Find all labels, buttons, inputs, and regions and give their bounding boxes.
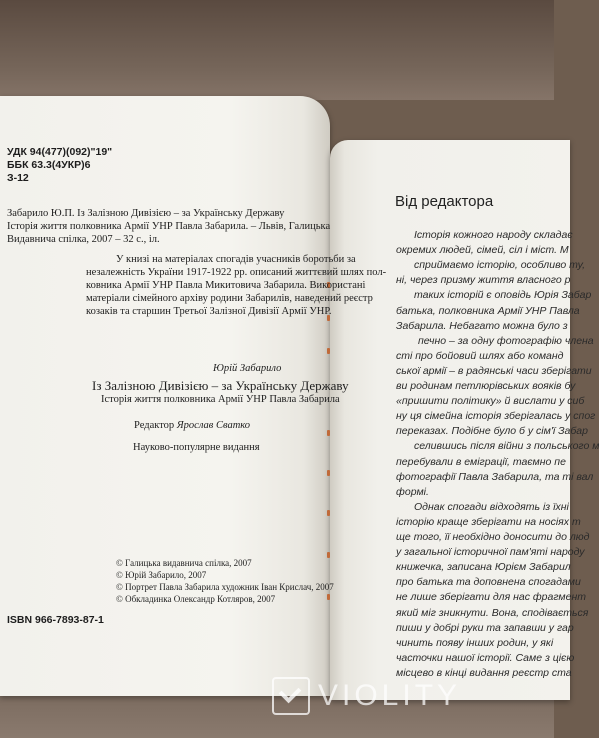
right-page-line: сприймаємо історію, особливо ту, bbox=[414, 259, 586, 272]
right-page-line: ської армії – в радянські часи зберігати bbox=[396, 364, 592, 377]
copyright-line: © Юрій Забарило, 2007 bbox=[116, 570, 207, 580]
right-page-line: печно – за одну фотографію члена bbox=[418, 334, 594, 347]
right-page-line: історію краще зберігати на носіях т bbox=[396, 515, 581, 528]
right-page-line: Забарила. Небагато можна було з bbox=[396, 319, 568, 332]
editor-credit bbox=[134, 420, 250, 431]
book-subtitle: Історія життя полковника Армії УНР Павла Забарила bbox=[101, 394, 340, 405]
right-page-line: селившись після війни з польського м bbox=[414, 440, 599, 453]
isbn-number: ISBN 966-7893-87-1 bbox=[7, 614, 104, 626]
right-page-line: не лише зберігати для нас фрагмент bbox=[396, 591, 586, 604]
right-page-line: місцево в кінці видання реєстр ста bbox=[396, 666, 572, 679]
annotation-line: незалежність України 1917-1922 рр. описаний життєвий шлях пол- bbox=[86, 267, 387, 278]
copyright-line: © Портрет Павла Забарила художник Іван Крислач, 2007 bbox=[116, 582, 334, 592]
right-page-line: сті про бойовий шлях або команд bbox=[396, 349, 564, 362]
right-page-line: фотографії Павла Забарила, та ті вал bbox=[396, 470, 594, 483]
right-page-line: який міг зникнути. Вона, сподівається bbox=[396, 606, 589, 619]
annotation-line: У книзі на матеріалах спогадів учасників боротьби за bbox=[116, 254, 356, 265]
citation-line: Забарило Ю.П. Із Залізною Дивізією – за Українську Державу bbox=[7, 208, 285, 219]
right-page-line: чинить появу інших родин, у які bbox=[396, 636, 554, 649]
author-name: Юрій Забарило bbox=[213, 363, 282, 374]
book-title: Із Залізною Дивізією – за Українську Державу bbox=[92, 378, 349, 393]
right-page-line: «пришити політику» й вислати у сиб bbox=[396, 395, 585, 408]
right-page-line: Однак спогади відходять із їхні bbox=[414, 500, 569, 513]
right-page-line: формі. bbox=[396, 485, 429, 498]
annotation-line: ковника Армії УНР Павла Микитовича Забарила. Використані bbox=[86, 280, 366, 291]
right-page-line: батька, полковника Армії УНР Павла bbox=[396, 304, 580, 317]
bbk-code: ББК 63.3(4УКР)6 bbox=[7, 159, 91, 171]
editor-name: Ярослав Сватко bbox=[176, 420, 251, 431]
publication-genre: Науково-популярне видання bbox=[133, 442, 260, 453]
right-page-line: перебували в еміграції, таємно пе bbox=[396, 455, 566, 468]
watermark-brand: VIOLITY bbox=[318, 679, 462, 712]
copyright-line: © Обкладинка Олександр Котляров, 2007 bbox=[116, 594, 276, 604]
right-page-line: ні, через призму життя власного р bbox=[396, 274, 571, 287]
right-page-line: таких історій є оповідь Юрія Забар bbox=[414, 289, 592, 302]
annotation-line: козаків та старшин Третьої Залізної Дивізії Армії УНР. bbox=[86, 306, 332, 317]
table-background-top bbox=[0, 0, 554, 100]
right-page-line: окремих людей, сімей, сіл і міст. М bbox=[396, 244, 569, 257]
watermark bbox=[272, 676, 461, 716]
right-page-line: у загальної історичної пам'яті народу bbox=[396, 546, 585, 559]
editor-label: Редактор bbox=[134, 420, 175, 431]
classification-code: З-12 bbox=[7, 172, 29, 184]
right-page-line: ще того, її необхідно доносити до люд bbox=[396, 531, 590, 543]
citation-line: Видавнича спілка, 2007 – 32 с., іл. bbox=[7, 234, 160, 245]
right-page-line: про батька та доповнена спогадами bbox=[396, 576, 581, 589]
annotation-line: матеріали сімейного архіву родини Забарилів, наведений реєстр bbox=[86, 293, 373, 304]
right-page-heading: Від редактора bbox=[395, 193, 494, 210]
right-page-line: часточки нашої історії. Саме з цією bbox=[396, 651, 575, 664]
right-page-line: переказах. Подібне було б у сім'ї Забар bbox=[396, 425, 588, 438]
udk-code: УДК 94(477)(092)"19" bbox=[7, 146, 113, 158]
right-page-line: книжечка, записана Юрієм Забарил bbox=[396, 561, 571, 574]
brand-logo-icon bbox=[272, 677, 310, 715]
right-page-line: пиши у добрі руки та запавши у гар bbox=[396, 621, 574, 634]
citation-line: Історія життя полковника Армії УНР Павла Забарила. – Львів, Галицька bbox=[7, 221, 331, 232]
right-page-line: Історія кожного народу складає bbox=[414, 229, 573, 241]
copyright-line: © Галицька видавнича спілка, 2007 bbox=[116, 558, 252, 568]
right-page-line: ви родинам петлюрівських вояків бу bbox=[396, 380, 576, 392]
right-page-line: ну ця сімейна історія зберігалась у спог bbox=[396, 410, 596, 423]
